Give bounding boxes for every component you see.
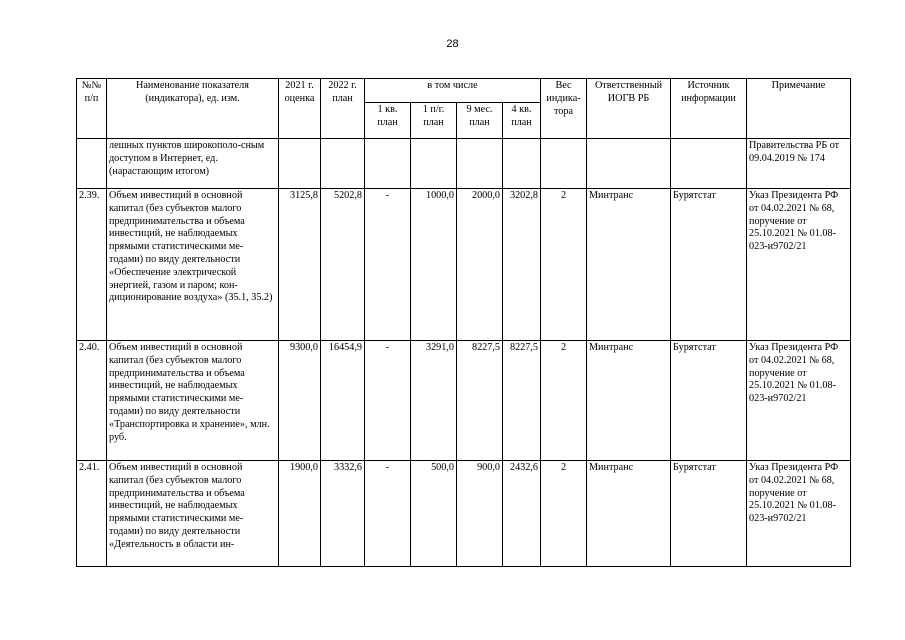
cell-no: 2.41. [77, 461, 107, 567]
cell-no: 2.39. [77, 189, 107, 341]
cell-name: Объем инвестиций в основной капитал (без субъектов малого предпринимательства и объема инвестиций, не наблюдаемых прямыми статистическими ме-тодами) по виду деятельности «Обеспечение электрической энергией, газом и паром; кон-диционирование воздуха» (35.1, 35.2) [107, 189, 279, 341]
cell-name: лешных пунктов широкополо-сным доступом в Интернет, ед. (нарастающим итогом) [107, 139, 279, 189]
cell-name: Объем инвестиций в основной капитал (без субъектов малого предпринимательства и объема инвестиций, не наблюдаемых прямыми статистическими ме-тодами) по виду деятельности «Транспортировка и хранение», млн. руб. [107, 341, 279, 461]
table-row [77, 139, 851, 189]
cell-h1: 500,0 [411, 461, 457, 567]
cell-m9: 8227,5 [457, 341, 503, 461]
table-row [77, 189, 851, 341]
cell-plan2022: 5202,8 [321, 189, 365, 341]
cell-no: 2.40. [77, 341, 107, 461]
cell-m9: 900,0 [457, 461, 503, 567]
cell-source: Бурятстат [671, 189, 747, 341]
cell-est2021 [279, 139, 321, 189]
cell-h1: 3291,0 [411, 341, 457, 461]
cell-responsible: Минтранс [587, 341, 671, 461]
table-header-row [77, 79, 851, 103]
cell-responsible [587, 139, 671, 189]
cell-q4: 8227,5 [503, 341, 541, 461]
cell-note: Указ Президента РФ от 04.02.2021 № 68, поручение от 25.10.2021 № 01.08-023-и9702/21 [747, 189, 851, 341]
header-est2021: 2021 г. оценка [279, 79, 321, 139]
cell-q1: - [365, 341, 411, 461]
header-responsible: Ответственный ИОГВ РБ [587, 79, 671, 139]
header-weight: Вес индика-тора [541, 79, 587, 139]
cell-responsible: Минтранс [587, 189, 671, 341]
cell-note: Указ Президента РФ от 04.02.2021 № 68, поручение от 25.10.2021 № 01.08-023-и9702/21 [747, 461, 851, 567]
cell-weight: 2 [541, 461, 587, 567]
cell-plan2022: 3332,6 [321, 461, 365, 567]
header-m9: 9 мес. план [457, 103, 503, 139]
cell-source [671, 139, 747, 189]
cell-weight: 2 [541, 189, 587, 341]
cell-plan2022: 16454,9 [321, 341, 365, 461]
cell-q1: - [365, 461, 411, 567]
cell-no [77, 139, 107, 189]
cell-h1 [411, 139, 457, 189]
cell-source: Бурятстат [671, 341, 747, 461]
cell-q1 [365, 139, 411, 189]
cell-q4: 3202,8 [503, 189, 541, 341]
header-q4: 4 кв. план [503, 103, 541, 139]
cell-q4: 2432,6 [503, 461, 541, 567]
cell-responsible: Минтранс [587, 461, 671, 567]
cell-est2021: 9300,0 [279, 341, 321, 461]
cell-est2021: 1900,0 [279, 461, 321, 567]
header-source: Источник информации [671, 79, 747, 139]
header-name: Наименование показателя (индикатора), ед. изм. [107, 79, 279, 139]
cell-m9 [457, 139, 503, 189]
cell-note: Указ Президента РФ от 04.02.2021 № 68, поручение от 25.10.2021 № 01.08-023-и9702/21 [747, 341, 851, 461]
cell-note: Правительства РБ от 09.04.2019 № 174 [747, 139, 851, 189]
header-note: Примечание [747, 79, 851, 139]
header-plan2022: 2022 г. план [321, 79, 365, 139]
cell-plan2022 [321, 139, 365, 189]
table-row [77, 461, 851, 567]
cell-source: Бурятстат [671, 461, 747, 567]
cell-q1: - [365, 189, 411, 341]
cell-q4 [503, 139, 541, 189]
header-q1: 1 кв. план [365, 103, 411, 139]
cell-est2021: 3125,8 [279, 189, 321, 341]
table-row [77, 341, 851, 461]
header-including: в том числе [365, 79, 541, 103]
header-no: №№ п/п [77, 79, 107, 139]
header-h1: 1 п/г. план [411, 103, 457, 139]
cell-m9: 2000,0 [457, 189, 503, 341]
cell-weight [541, 139, 587, 189]
cell-name: Объем инвестиций в основной капитал (без субъектов малого предпринимательства и объема инвестиций, не наблюдаемых прямыми статистическими ме-тодами) по виду деятельности «Деятельность в области ин- [107, 461, 279, 567]
indicators-table [76, 78, 851, 567]
cell-weight: 2 [541, 341, 587, 461]
page-number: 28 [446, 38, 459, 50]
cell-h1: 1000,0 [411, 189, 457, 341]
